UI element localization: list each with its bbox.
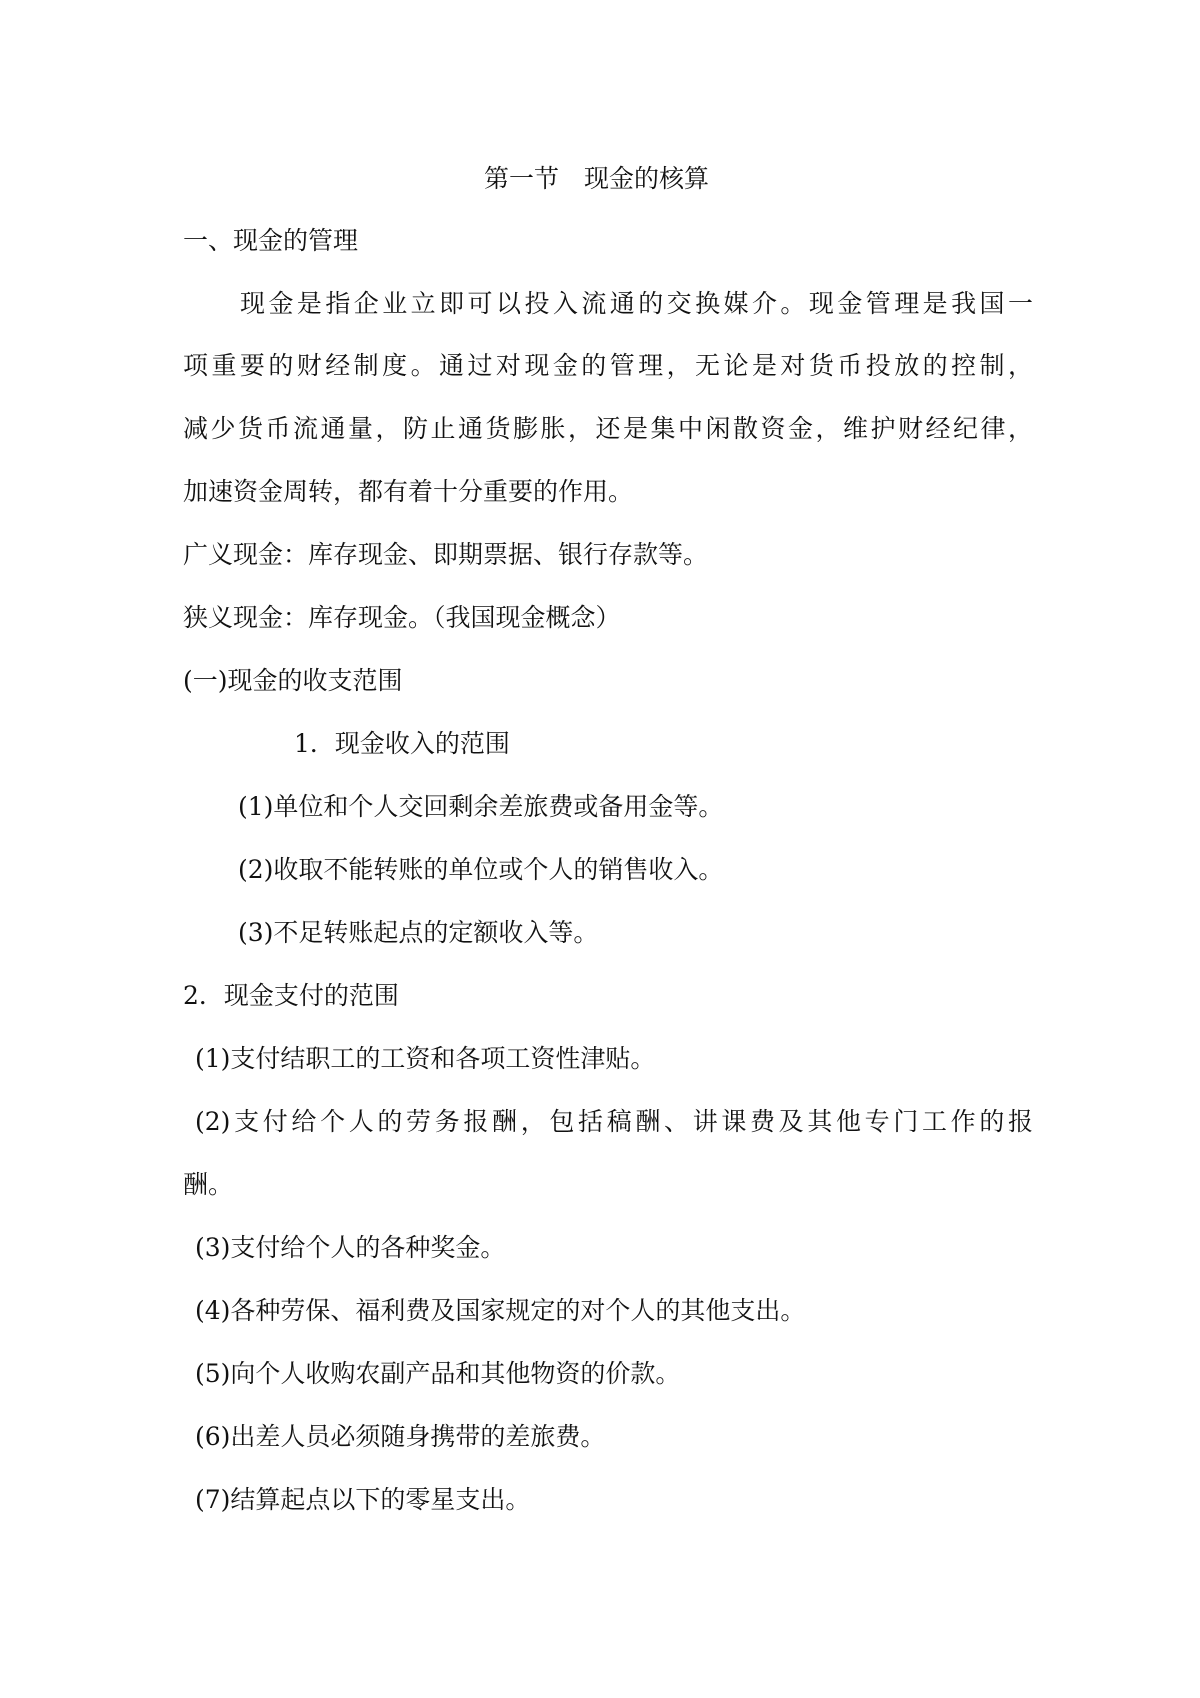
- subsection-heading: (一)现金的收支范围: [183, 666, 403, 695]
- list-item: (4)各种劳保、福利费及国家规定的对个人的其他支出。: [195, 1296, 806, 1325]
- paragraph-line: 项重要的财经制度。通过对现金的管理，无论是对货币投放的控制，: [183, 351, 1033, 380]
- list-item: (2)支付给个人的劳务报酬，包括稿酬、讲课费及其他专门工作的报: [195, 1107, 1033, 1136]
- list-item: (7)结算起点以下的零星支出。: [195, 1485, 531, 1514]
- definition-broad: 广义现金：库存现金、即期票据、银行存款等。: [183, 540, 709, 569]
- section-title: 第一节 现金的核算: [484, 164, 710, 193]
- list-item: (5)向个人收购农副产品和其他物资的价款。: [195, 1359, 681, 1388]
- income-heading: 1．现金收入的范围: [294, 729, 510, 758]
- list-item: (3)支付给个人的各种奖金。: [195, 1233, 506, 1262]
- list-item: (1)支付结职工的工资和各项工资性津贴。: [195, 1044, 656, 1073]
- list-item: (6)出差人员必须随身携带的差旅费。: [195, 1422, 606, 1451]
- list-item-continuation: 酬。: [183, 1170, 234, 1199]
- payment-heading: 2．现金支付的范围: [183, 981, 399, 1010]
- heading-cash-management: 一、现金的管理: [183, 226, 359, 255]
- paragraph-line: 减少货币流通量，防止通货膨胀，还是集中闲散资金，维护财经纪律，: [183, 414, 1033, 443]
- paragraph-line: 加速资金周转，都有着十分重要的作用。: [183, 477, 634, 506]
- list-item: (2)收取不能转账的单位或个人的销售收入。: [238, 855, 724, 884]
- paragraph-line: 现金是指企业立即可以投入流通的交换媒介。现金管理是我国一: [240, 289, 1033, 318]
- definition-narrow: 狭义现金：库存现金。（我国现金概念）: [183, 603, 621, 632]
- list-item: (3)不足转账起点的定额收入等。: [238, 918, 599, 947]
- list-item: (1)单位和个人交回剩余差旅费或备用金等。: [238, 792, 724, 821]
